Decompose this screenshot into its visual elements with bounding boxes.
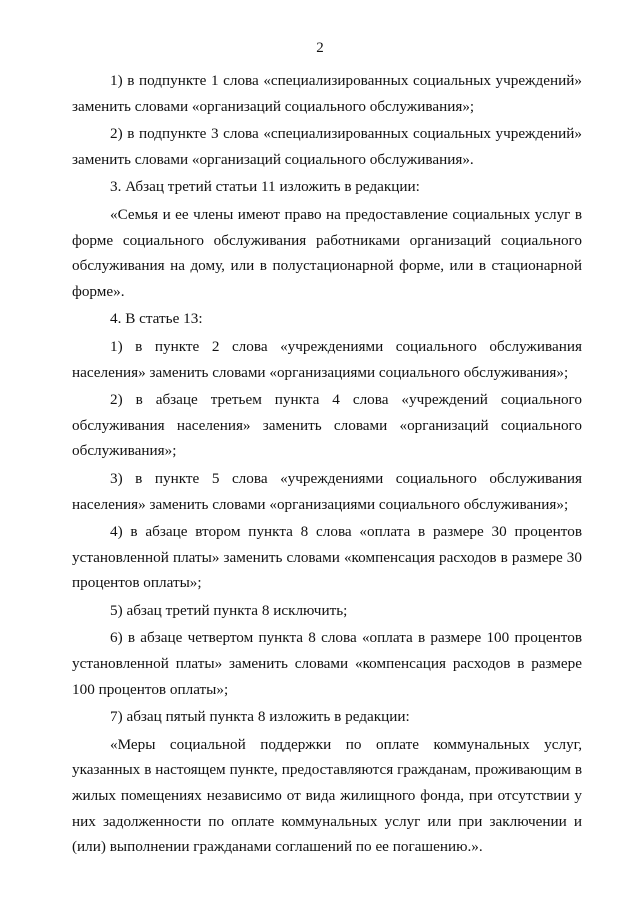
paragraph-9: 4) в абзаце втором пункта 8 слова «оплата в размере 30 процентов установленной платы» заменить словами «компенсация расходов в размере 30 процентов оплаты»; (72, 523, 582, 592)
page-number: 2 (316, 40, 324, 56)
paragraph-3: 3. Абзац третий статьи 11 изложить в редакции: (110, 178, 420, 196)
paragraph-13: «Меры социальной поддержки по оплате коммунальных услуг, указанных в настоящем пункте, предоставляются гражданам, проживающим в жилых помещениях независимо от вида жилищного фонда, при отсутствии у них задолженности по оплате коммунальных услуг или при заключении и (или) выполнении гражданами соглашений по ее погашению.». (72, 735, 582, 856)
paragraph-2: 2) в подпункте 3 слова «специализированных социальных учреждений» заменить словами «организаций социального обслуживания». (72, 125, 582, 168)
paragraph-4: «Семья и ее члены имеют право на предоставление социальных услуг в форме социального обслуживания работниками организаций социального обслуживания на дому, или в полустационарной форме, или в стационарной форме». (72, 205, 582, 300)
paragraph-1: 1) в подпункте 1 слова «специализированных социальных учреждений» заменить словами «организаций социального обслуживания»; (72, 72, 582, 115)
paragraph-5: 4. В статье 13: (110, 310, 203, 328)
paragraph-12: 7) абзац пятый пункта 8 изложить в редакции: (110, 708, 410, 726)
paragraph-11: 6) в абзаце четвертом пункта 8 слова «оплата в размере 100 процентов установленной платы» заменить словами «компенсация расходов в размере 100 процентов оплаты»; (72, 629, 582, 698)
paragraph-10: 5) абзац третий пункта 8 исключить; (110, 601, 348, 619)
paragraph-7: 2) в абзаце третьем пункта 4 слова «учреждений социального обслуживания населения» заменить словами «организаций социального обслуживания»; (72, 391, 582, 460)
document-body (72, 68, 582, 860)
paragraph-8: 3) в пункте 5 слова «учреждениями социального обслуживания населения» заменить словами «организациями социального обслуживания»; (72, 469, 582, 513)
paragraph-6: 1) в пункте 2 слова «учреждениями социального обслуживания населения» заменить словами «организациями социального обслуживания»; (72, 337, 582, 381)
